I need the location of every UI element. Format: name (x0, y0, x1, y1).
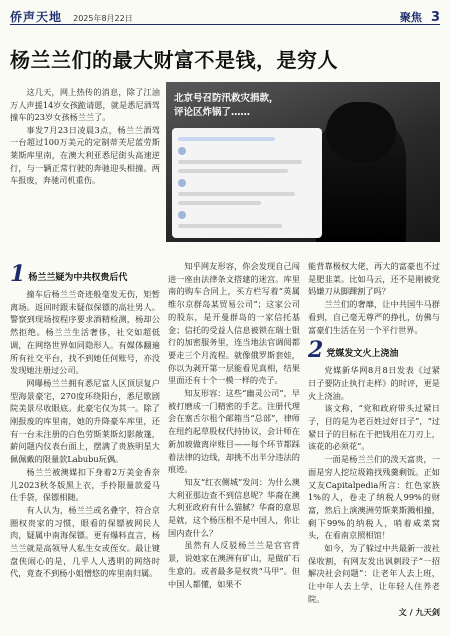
byline: 文 / 九天剑 (398, 606, 440, 617)
phone-comment-row (178, 146, 316, 155)
phone-text-line (178, 137, 275, 141)
headline: 杨兰兰们的最大财富不是钱，是穷人 (10, 48, 338, 72)
masthead-rule (10, 24, 440, 25)
subheading-2 (308, 337, 440, 364)
lead-column (10, 86, 160, 187)
avatar-icon (178, 211, 186, 219)
body-paragraph: 知友“红衣侧城”发问：为什么澳大利亚那边查不到信息呢？华裔在澳大利亚政府有什么猫腻？华裔的意思是就，这个杨压根不是中国人，你让国内查什么？ (168, 476, 300, 538)
body-paragraph: 虽然有人反驳杨兰兰是官官背景，说她家在澳洲有矿山，是做矿石生意的。或者最多是权贵“马甲”。但中国人都懂，如果不 (168, 540, 300, 589)
phone-text-line (178, 169, 288, 173)
phone-text-line (178, 192, 295, 196)
phone-screenshot (172, 128, 322, 238)
body-paragraph: 撞车后杨兰兰奇迹般毫发无伤，矩暂离场。返回时跟未疑似保镖的高壮男人。警察到现场按程序要求酒精检测，杨却公然拒绝。杨兰兰生活奢侈，社交如超低调，在网络世界如同隐形人。有媒体翻遍所有社交平台，找不到她任何账号，亦没发现她注册过公司。 (10, 289, 160, 376)
subheading-number: 2 (308, 337, 324, 364)
page-number: 3 (430, 9, 440, 25)
phone-text-line (178, 160, 302, 164)
body-paragraph: 杨兰兰被澳媒扣下身着2万美金香奈儿2023秋冬版黑上衣，手拎限量款爱马仕手袋，保镖相随。 (10, 466, 160, 503)
brand-logo: 侨声天地 (10, 9, 63, 24)
lead-paragraph: 事发7月23日凌晨3点，杨兰兰酒驾一台超过100万美元的定制蒂芙尼蓝劳斯莱斯库里南，在澳大利亚悉尼街头高速逆行，与一辆正常行驶的奔驰迎头相撞。两车报废，奔驰司机重伤。 (10, 124, 160, 186)
article-column-3 (308, 260, 440, 618)
body-paragraph: 一面是杨兰兰们的泼天富贵，一面是穷人挖垃圾箱找残羹剩饭。正如又友Capitalpedia所言：红色家族1%的人，卷走了纳税人99%的财富，然后上演澳洲劳斯莱斯溅相撞，剩下99%的纳税人，哨着咸菜窝头，在看南京照相馆！ (308, 454, 440, 541)
avatar-icon (178, 179, 186, 187)
body-paragraph: 知友形容：这些“幽灵公司”，早被打磨成一门精密的手艺。注册代理会在塞舌尔租个邮箱当“总部”，律师在纽约起草股权代持协议，会计师在新加坡做离岸账目——每个环节都踩着法律的边线，却挑不出半分违法的痕迹。 (168, 388, 300, 475)
photo-person-head (326, 102, 396, 162)
body-paragraph: 该文称，“党和政府带头过紧日子，目的是为老百姓过好日子”，“过紧日子的目标在于把钱用在刀刃上，该花的必须花”。 (308, 403, 440, 452)
avatar-icon (178, 147, 186, 155)
photo-caption-line: 北京号召防汛救灾捐款， (174, 93, 279, 104)
phone-text-line (178, 201, 261, 205)
body-paragraph: 党媒新华网8月8日发表《过紧日子要防止执行走样》的时评，更是火上浇油。 (308, 365, 440, 401)
body-paragraph: 知乎网友形容，你会发现自己闯进一座由法律条文搭建的迷宫。库里南的购车合同上，买方栏写着“英属维尔京群岛某贸易公司”；这家公司的股东，是开曼群岛的一家信托基金；信托的受益人信息被锁在瑞士银行的加密服务里，连当地法官调阅都要走三个月流程。就像俄罗斯套娃，你以为剥开第一层能看见真相，结果里面还有十个一模一样的壳子。 (168, 261, 300, 386)
body-paragraph: 能背靠极权大佬，再大的富豪也不过是肥韭菜。比如马云，还不是刚被党妈嫌刀从脚踝割了吗？ (308, 261, 440, 297)
photo-caption (174, 92, 279, 120)
body-paragraph: 兰兰们的奢靡，让中共国牛马群看到，自己毫无尊严的挣扎，仿佛与富豪们生活在另一个平行世界。 (308, 299, 440, 335)
issue-date: 2025年8月22日 (73, 13, 133, 23)
body-paragraph: 有人认为，杨兰兰或名叠字，符合京圈权贵家的习惯，眼看的保镖被网民人肉，疑属中南海保镖。更有爆料直言，杨兰兰就是高领导人私生女或侄女。最让键盘侠闹心的是，几乎人人透明的网络时代，竟查不到杨小姐憎悠的库里南归属。 (10, 504, 160, 579)
masthead (10, 6, 440, 24)
article-column-2 (168, 260, 300, 590)
subheading-title: 杨兰兰疑为中共权贵后代 (28, 273, 128, 283)
subheading-title: 党媒发文火上浇油 (326, 349, 399, 360)
body-paragraph: 网曝杨兰兰拥有悉尼富人区顶层复户型海景豪宅，270度环绕阳台，悉尼歌剧院美景尽收眼底。此豪宅仅为其一。除了刚报废的库里南，她的升降豪车库里，还有一台未注册的白色劳斯莱斯幻影敞篷，薪问题内仪表台面上，摆满了贵族明星大佩佩戴的限量款Labubu玩偶。 (10, 377, 160, 465)
phone-text-line (178, 224, 282, 228)
photo-caption-line: 评论区炸锅了…… (174, 107, 251, 118)
masthead-left (10, 6, 133, 25)
subheading-number: 1 (10, 261, 26, 287)
lead-paragraph: 这几天，网上热传的消息，除了江油万人声援14岁女孩跪请愿，就是悉尼酒驾撞车的23岁女孩杨兰兰了。 (10, 87, 160, 123)
article-photo (166, 82, 440, 242)
body-paragraph: 如今，为了躲过中共最新一波社保收割，有网友发出讽刺段子“一招解决社会问题”：让老年人去上班，让中年人去上学，让年轻人住养老院。 (308, 543, 440, 604)
phone-comment-row (178, 210, 316, 219)
subheading-1 (10, 261, 160, 287)
section-name: 聚焦 (399, 10, 422, 24)
masthead-right (400, 6, 440, 25)
phone-comment-row (178, 178, 316, 187)
article-column-1 (10, 260, 160, 580)
